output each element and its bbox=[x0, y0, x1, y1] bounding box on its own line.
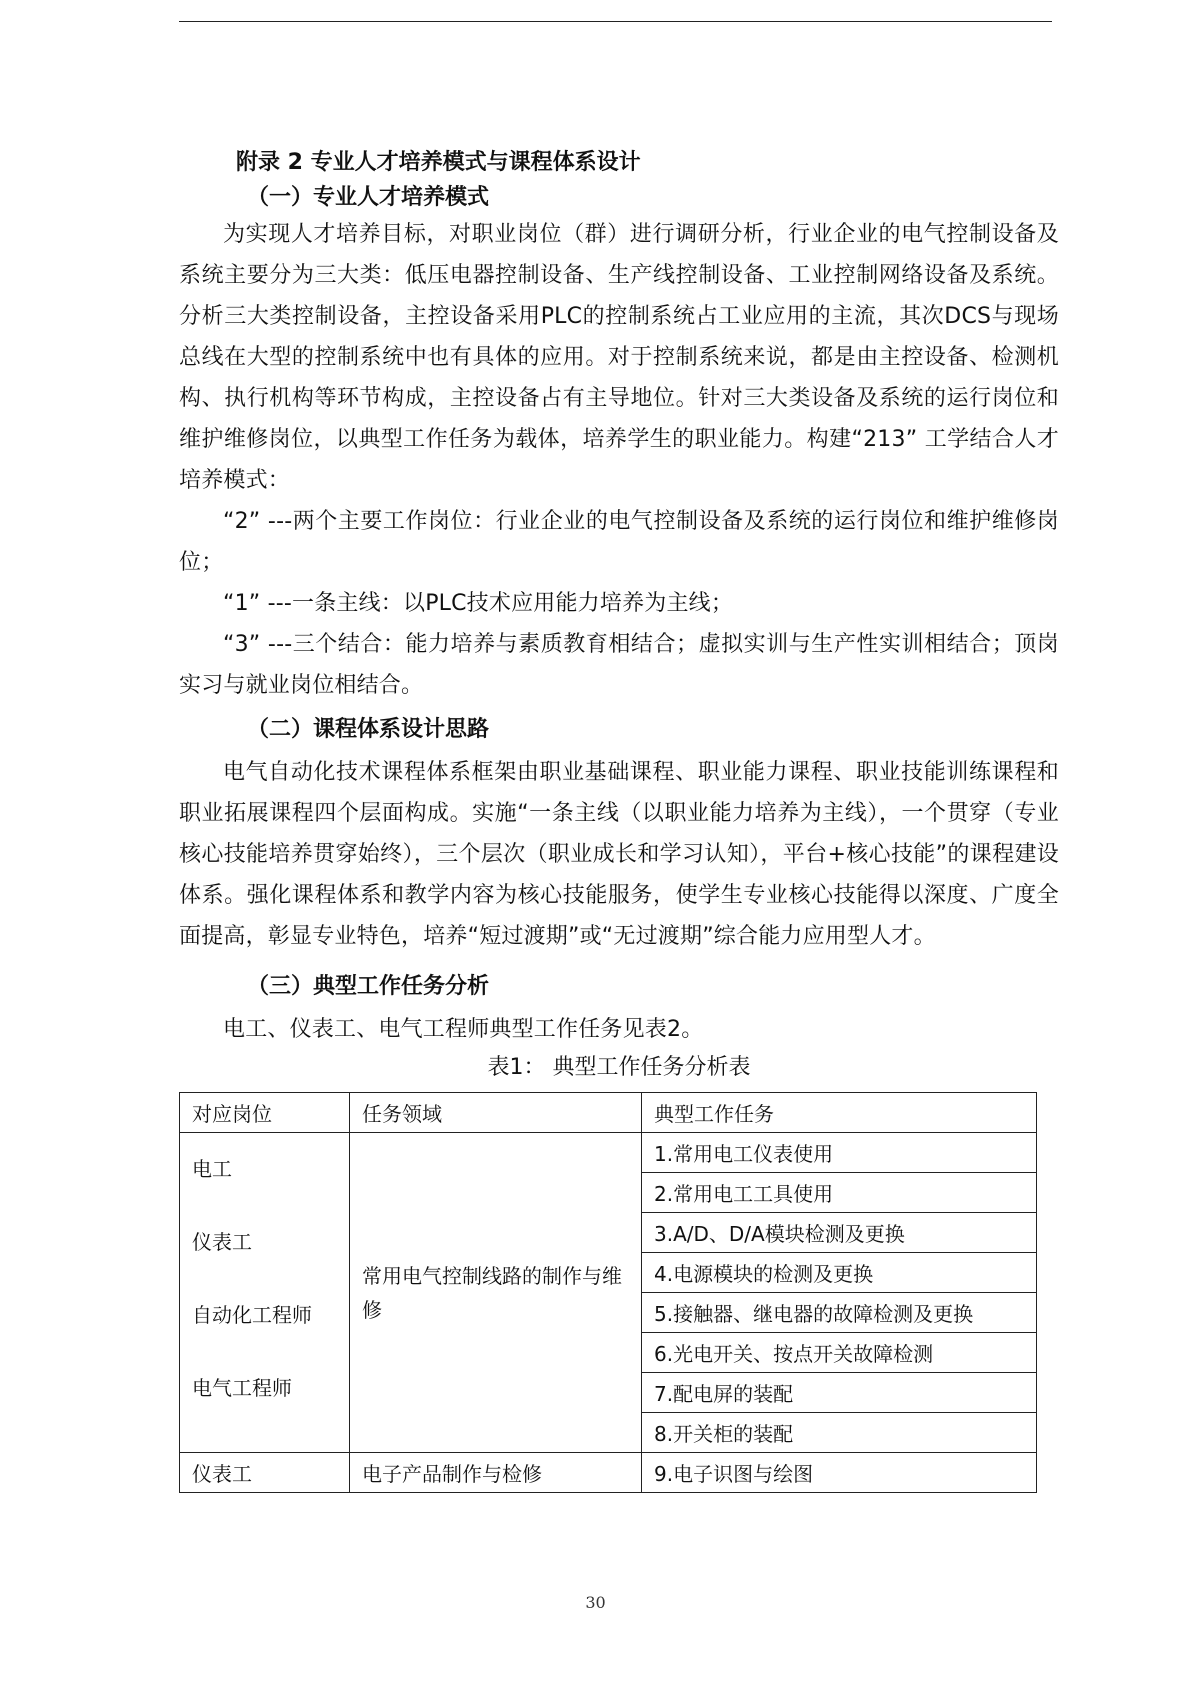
section3-title: （三）典型工作任务分析 bbox=[247, 974, 490, 999]
header-post: 对应岗位 bbox=[180, 1093, 350, 1133]
table-row bbox=[180, 1133, 1037, 1173]
post-label: 电工 bbox=[192, 1157, 232, 1181]
task-cell: 3.A/D、D/A模块检测及更换 bbox=[642, 1213, 1037, 1253]
item-2-paragraph: “2” ---两个主要工作岗位：行业企业的电气控制设备及系统的运行岗位和维护维修岗位； bbox=[179, 509, 1059, 575]
task-cell: 1.常用电工仪表使用 bbox=[642, 1133, 1037, 1173]
task-cell: 2.常用电工工具使用 bbox=[642, 1173, 1037, 1213]
table-row bbox=[180, 1453, 1037, 1493]
task-cell: 4.电源模块的检测及更换 bbox=[642, 1253, 1037, 1293]
posts-cell bbox=[180, 1133, 350, 1453]
header-rule bbox=[179, 21, 1052, 22]
domain-cell: 电子产品制作与检修 bbox=[350, 1453, 642, 1493]
page-content bbox=[179, 148, 1059, 1493]
task-cell: 5.接触器、继电器的故障检测及更换 bbox=[642, 1293, 1037, 1333]
task-cell: 7.配电屏的装配 bbox=[642, 1373, 1037, 1413]
item-3-paragraph: “3” ---三个结合：能力培养与素质教育相结合；虚拟实训与生产性实训相结合；顶岗实习与就业岗位相结合。 bbox=[179, 632, 1059, 698]
table-caption: 表1： 典型工作任务分析表 bbox=[487, 1055, 751, 1080]
post-cell: 仪表工 bbox=[180, 1453, 350, 1493]
task-cell: 9.电子识图与绘图 bbox=[642, 1453, 1037, 1493]
header-task: 典型工作任务 bbox=[642, 1093, 1037, 1133]
table-header-row bbox=[180, 1093, 1037, 1133]
section3-paragraph: 电工、仪表工、电气工程师典型工作任务见表2。 bbox=[223, 1017, 704, 1042]
task-cell: 8.开关柜的装配 bbox=[642, 1413, 1037, 1453]
post-label: 自动化工程师 bbox=[192, 1303, 312, 1327]
section1-paragraph: 为实现人才培养目标，对职业岗位（群）进行调研分析，行业企业的电气控制设备及系统主要分为三大类：低压电器控制设备、生产线控制设备、工业控制网络设备及系统。分析三大类控制设备，主控设备采用PLC的控制系统占工业应用的主流，其次DCS与现场总线在大型的控制系统中也有具体的应用。对于控制系统来说，都是由主控设备、检测机构、执行机构等环节构成，主控设备占有主导地位。针对三大类设备及系统的运行岗位和维护维修岗位，以典型工作任务为载体，培养学生的职业能力。构建“213” 工学结合人才培养模式： bbox=[179, 222, 1059, 493]
section2-paragraph: 电气自动化技术课程体系框架由职业基础课程、职业能力课程、职业技能训练课程和职业拓展课程四个层面构成。实施“一条主线（以职业能力培养为主线），一个贯穿（专业核心技能培养贯穿始终），三个层次（职业成长和学习认知），平台+核心技能”的课程建设体系。强化课程体系和教学内容为核心技能服务，使学生专业核心技能得以深度、广度全面提高，彰显专业特色，培养“短过渡期”或“无过渡期”综合能力应用型人才。 bbox=[179, 760, 1059, 949]
task-cell: 6.光电开关、按点开关故障检测 bbox=[642, 1333, 1037, 1373]
post-label: 仪表工 bbox=[192, 1230, 252, 1254]
section2-title: （二）课程体系设计思路 bbox=[247, 717, 490, 742]
task-analysis-table bbox=[179, 1092, 1037, 1493]
section1-title: （一）专业人才培养模式 bbox=[247, 185, 490, 210]
header-domain: 任务领域 bbox=[350, 1093, 642, 1133]
page-number: 30 bbox=[585, 1593, 606, 1612]
post-label: 电气工程师 bbox=[192, 1376, 292, 1400]
item-1-paragraph: “1” ---一条主线：以PLC技术应用能力培养为主线； bbox=[223, 591, 734, 616]
domain-cell: 常用电气控制线路的制作与维修 bbox=[350, 1133, 642, 1453]
appendix-title: 附录 2 专业人才培养模式与课程体系设计 bbox=[236, 150, 641, 175]
